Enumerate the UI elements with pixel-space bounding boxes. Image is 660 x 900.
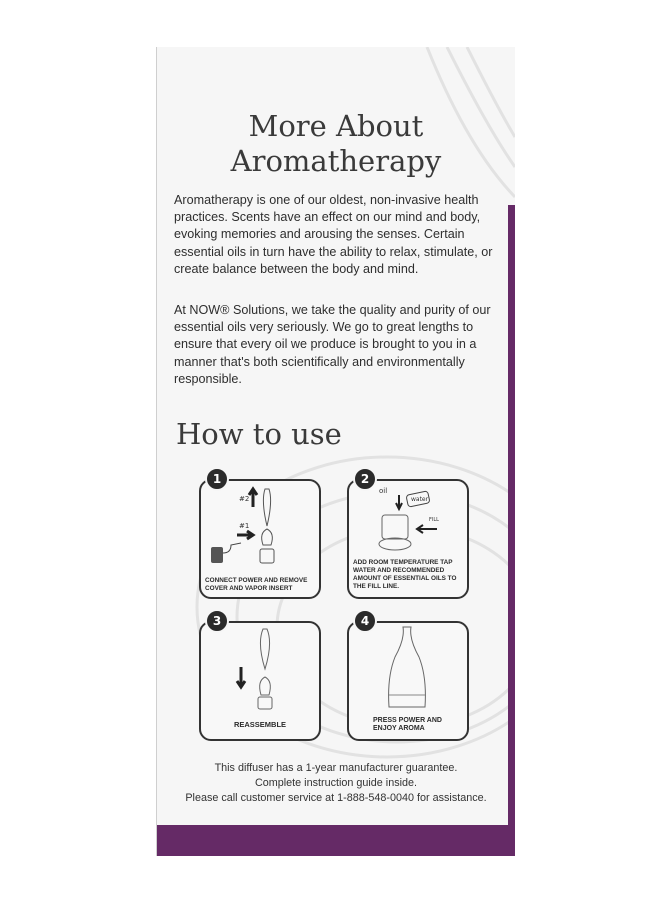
title-line-1: More About xyxy=(248,109,424,143)
step-number: 3 xyxy=(205,609,229,633)
step-4-panel xyxy=(347,614,469,741)
title-line-2: Aromatherapy xyxy=(230,144,442,178)
fill-water-illustration xyxy=(349,481,467,561)
label-2: #2 xyxy=(239,495,250,503)
diffuser-illustration xyxy=(349,623,467,713)
instruction-text: Complete instruction guide inside. xyxy=(254,777,418,789)
step-3-panel xyxy=(199,614,321,741)
fill-label: FILL xyxy=(429,517,439,523)
step-number: 1 xyxy=(205,467,229,491)
step-caption: PRESS POWER AND ENJOY AROMA xyxy=(373,717,442,732)
step-number: 2 xyxy=(353,467,377,491)
reassemble-illustration xyxy=(201,623,319,718)
water-label: water xyxy=(411,496,429,503)
how-to-use-heading: How to use xyxy=(176,417,342,451)
step-number: 4 xyxy=(353,609,377,633)
page-title xyxy=(157,109,515,179)
oil-label: oil xyxy=(379,487,388,495)
customer-service-text: Please call customer service at 1-888-548-0040 for assistance. xyxy=(185,792,487,804)
purple-bottom-band xyxy=(157,825,515,856)
step-caption: ADD ROOM TEMPERATURE TAP WATER AND RECOMMENDED AMOUNT OF ESSENTIAL OILS TO THE FILL LINE. xyxy=(353,559,457,590)
step-1-panel xyxy=(199,472,321,599)
step-2-panel xyxy=(347,472,469,599)
quality-paragraph: At NOW® Solutions, we take the quality and purity of our essential oils very seriously. We go to great lengths to ensure that every oil we produce is brought to you in a manner that's both scientifically and environmentally responsible. xyxy=(174,303,491,386)
power-and-disassemble-illustration xyxy=(201,481,319,571)
label-1: #1 xyxy=(239,522,250,530)
purple-side-strip xyxy=(508,205,515,856)
intro-paragraph: Aromatherapy is one of our oldest, non-invasive health practices. Scents have an effect on our mind and body, evoking memories and arousing the senses. Certain essential oils in turn have the ability to relax, stimulate, or create balance between the body and mind. xyxy=(174,193,493,276)
product-box-panel xyxy=(156,47,515,856)
step-caption: REASSEMBLE xyxy=(233,720,287,729)
footer-text xyxy=(157,761,515,806)
guarantee-text: This diffuser has a 1-year manufacturer guarantee. xyxy=(214,762,458,774)
step-caption: CONNECT POWER AND REMOVE COVER AND VAPOR INSERT xyxy=(205,577,308,592)
